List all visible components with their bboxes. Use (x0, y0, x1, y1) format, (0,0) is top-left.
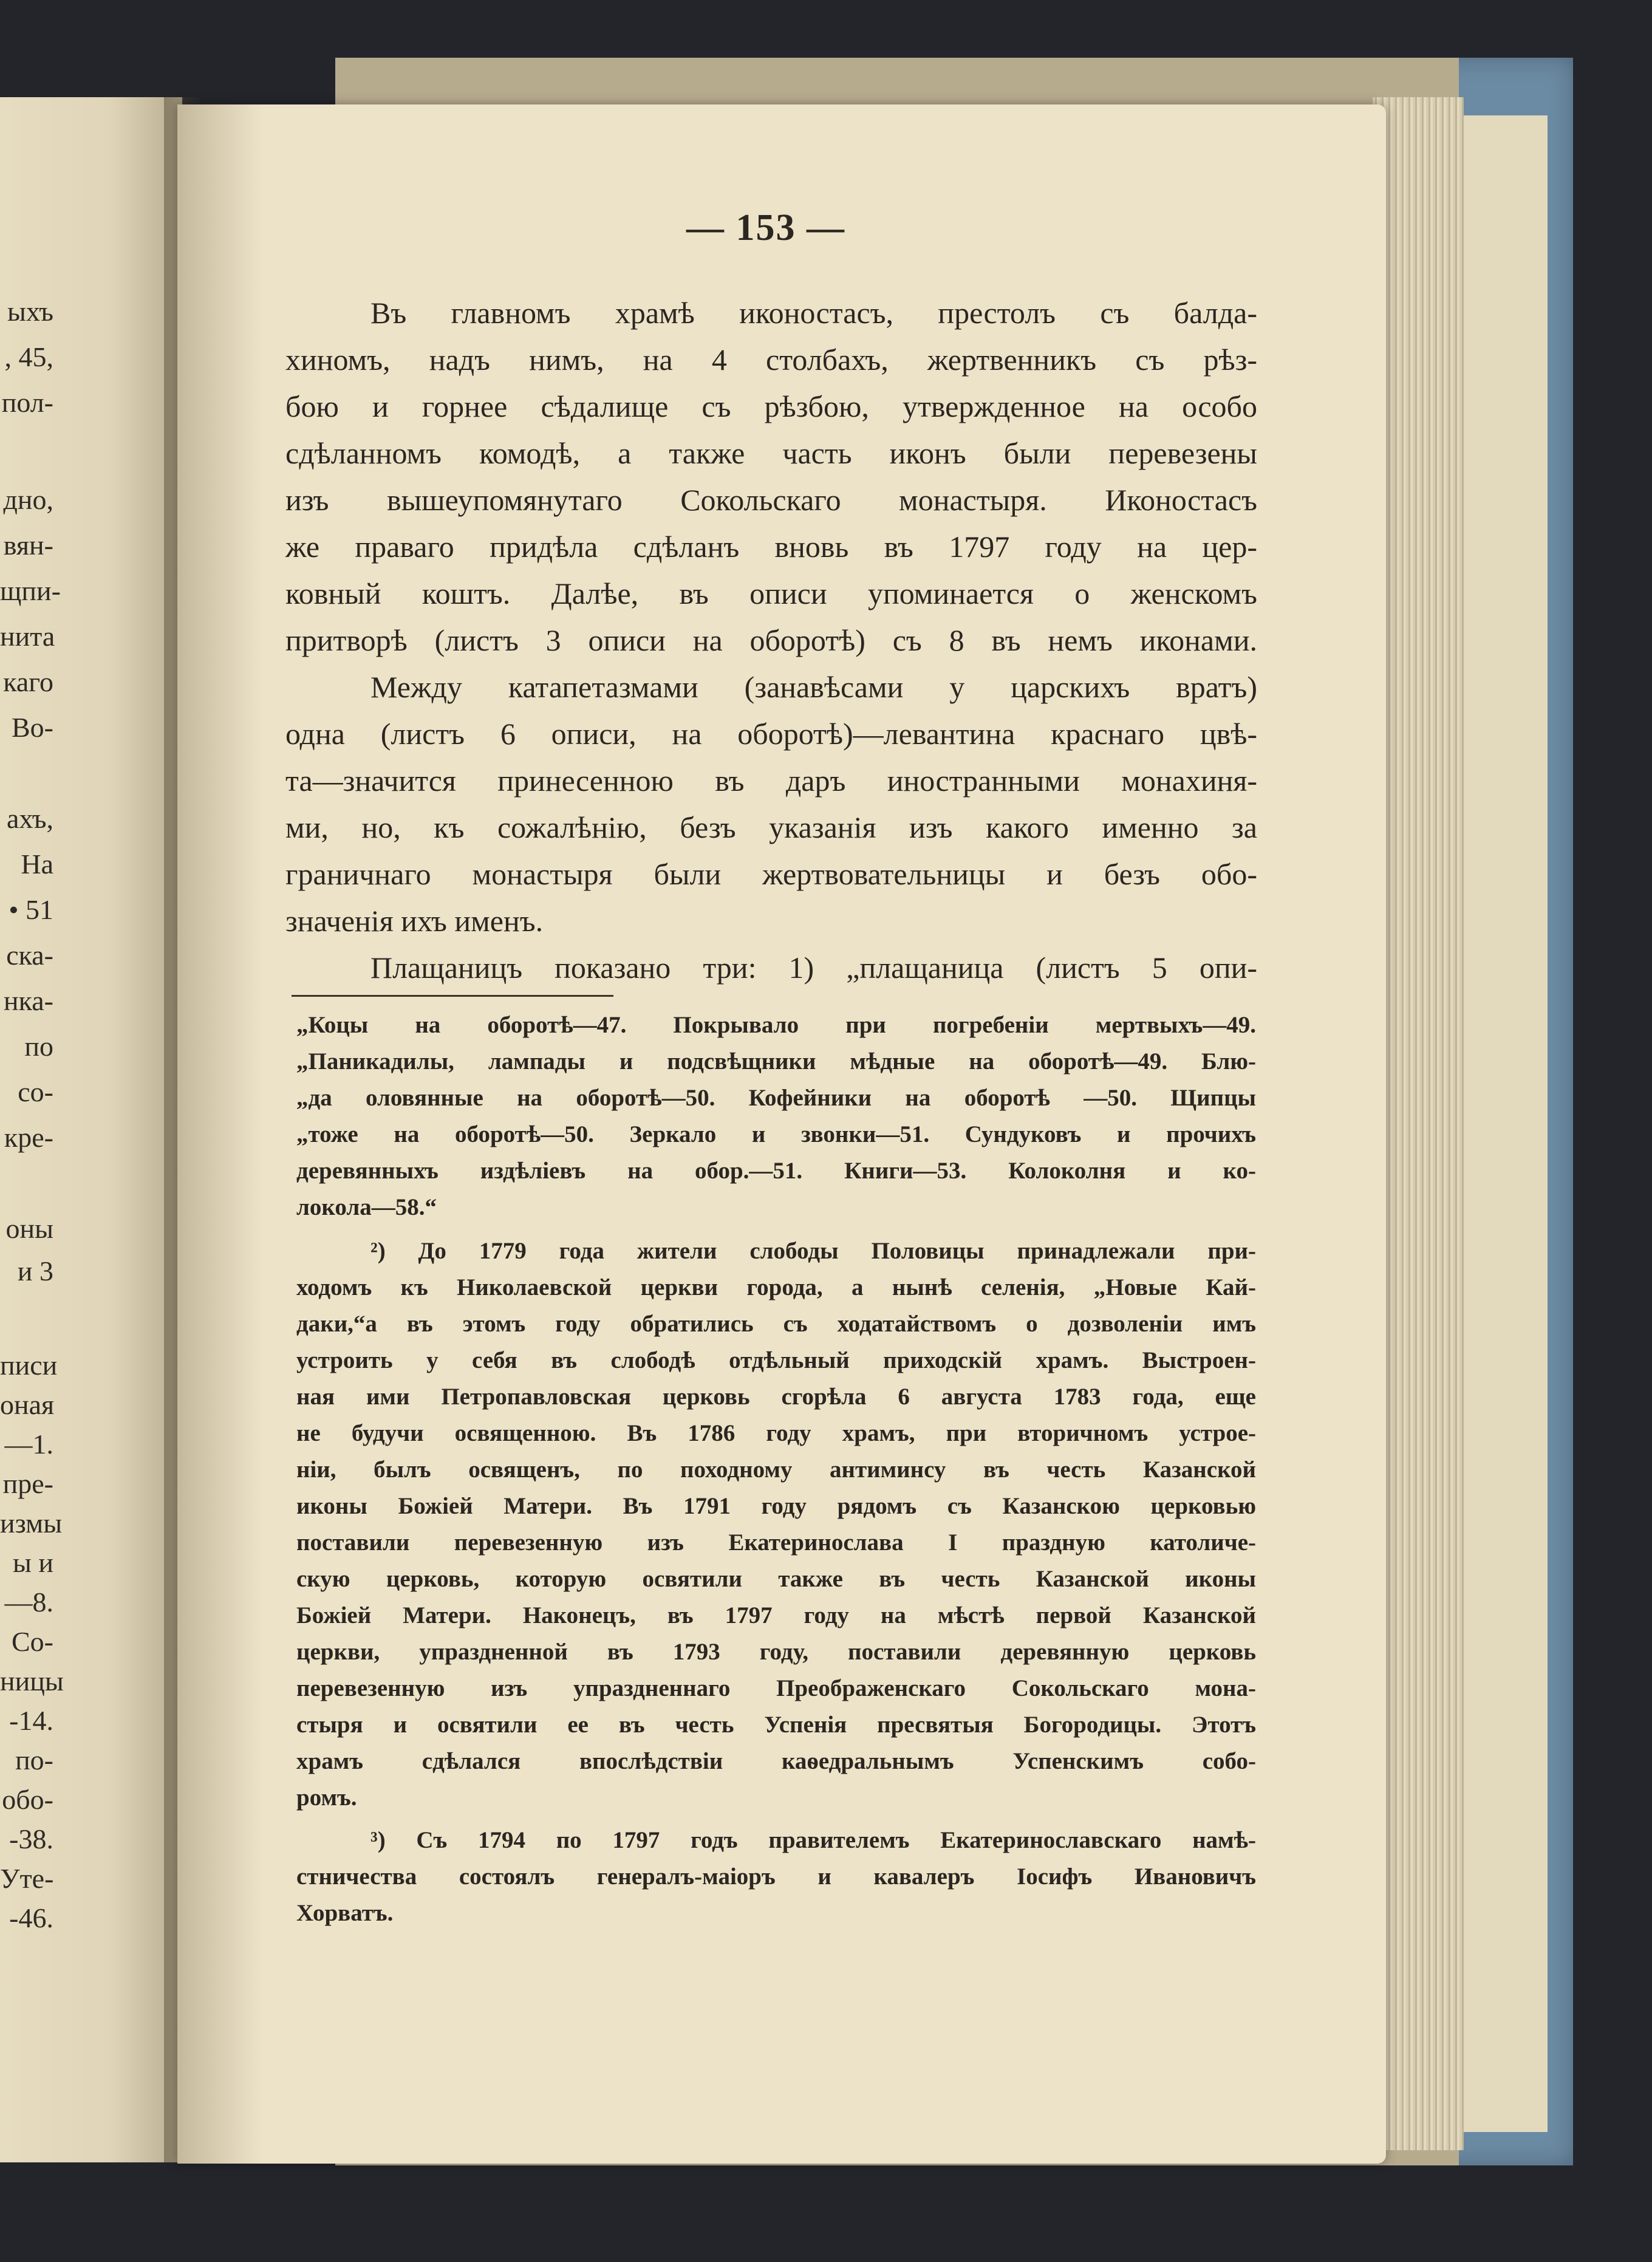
body-line: граничнаго монастыря были жертвовательницы и безъ обо- (285, 857, 1257, 891)
footnote-rule (292, 995, 613, 997)
body-line: Между катапетазмами (занавѣсами у царскихъ вратъ) (370, 670, 1257, 704)
body-line: значенія ихъ именъ. (285, 904, 544, 938)
left-page-fragment: ахъ, (7, 803, 53, 834)
left-page-fragment: оны (5, 1213, 53, 1244)
page-number: — 153 — (686, 207, 845, 248)
left-page-fragment: Со- (12, 1626, 53, 1657)
footnote-line: иконы Божіей Матери. Въ 1791 году рядомъ съ Казанскою церковью (296, 1493, 1256, 1519)
footnote-line: локола—58.“ (296, 1194, 437, 1220)
footnote-line: храмъ сдѣлался впослѣдствіи каѳедральнымъ Успенскимъ собо- (296, 1748, 1256, 1774)
body-line: Плащаницъ показано три: 1) „плащаница (листъ 5 опи- (370, 951, 1257, 985)
left-page-fragment: нка- (3, 985, 53, 1016)
body-line: одна (листъ 6 описи, на оборотѣ)—левантина краснаго цвѣ- (285, 717, 1257, 751)
footnote-line: „тоже на оборотѣ—50. Зеркало и звонки—51. Сундуковъ и прочихъ (296, 1121, 1256, 1147)
left-page-fragment: —8. (4, 1587, 53, 1618)
footnote-line: поставили перевезенную изъ Екатеринослава I праздную католиче- (296, 1529, 1256, 1556)
body-line: бою и горнее сѣдалище съ рѣзбою, утвержденное на особо (285, 389, 1257, 423)
footnote-line: Хорватъ. (296, 1900, 394, 1926)
body-line: Въ главномъ храмѣ иконостасъ, престолъ съ балда- (370, 296, 1257, 330)
footnote-line: даки,“а въ этомъ году обратились съ ходатайствомъ о дозволеніи имъ (296, 1311, 1256, 1337)
footnote-line: не будучи освященною. Въ 1786 году храмъ, при вторичномъ устрое- (296, 1420, 1256, 1446)
left-page-fragment: • 51 (9, 894, 53, 925)
footnote-line: стыря и освятили ее въ честь Успенія пресвятыя Богородицы. Этотъ (296, 1712, 1256, 1738)
left-page-fragment: ы и (12, 1547, 53, 1578)
body-line: притворѣ (листъ 3 описи на оборотѣ) съ 8 въ немъ иконами. (285, 623, 1257, 657)
left-page-fragment: -14. (9, 1705, 53, 1736)
footnote-line: ная ими Петропавловская церковь сгорѣла 6 августа 1783 года, еще (296, 1384, 1256, 1410)
footnote-line: ромъ. (296, 1785, 357, 1811)
page-edges (1373, 97, 1464, 2150)
footnote-line: церкви, упраздненной въ 1793 году, поставили деревянную церковь (296, 1639, 1256, 1665)
footnote-line: скую церковь, которую освятили также въ честь Казанской иконы (296, 1566, 1256, 1592)
body-line: изъ вышеупомянутаго Сокольскаго монастыря. Иконостасъ (285, 483, 1257, 517)
left-page-fragment: На (21, 849, 53, 880)
body-line: хиномъ, надъ нимъ, на 4 столбахъ, жертвенникъ съ рѣз- (285, 343, 1257, 377)
footnote-line: ³) Съ 1794 по 1797 годъ правителемъ Екатеринославскаго намѣ- (370, 1827, 1256, 1853)
footnote-line: „Паникадилы, лампады и подсвѣщники мѣдные на оборотѣ—49. Блю- (296, 1048, 1256, 1075)
left-page-fragment: пол- (1, 387, 53, 418)
left-page-fragment: дно, (3, 484, 53, 515)
left-page-fragment: -46. (9, 1902, 53, 1933)
book-endpaper (1458, 115, 1548, 2132)
footnote-line: перевезенную изъ упраздненнаго Преображенскаго Сокольскаго мона- (296, 1675, 1256, 1701)
left-page-fragment: , 45, (4, 341, 53, 372)
left-page-fragment: щпи- (0, 575, 61, 606)
left-page-fragment: —1. (4, 1429, 53, 1460)
footnote-line: стничества состоялъ генералъ-маіоръ и кавалеръ Іосифъ Ивановичъ (296, 1864, 1256, 1890)
left-page-fragment: по- (15, 1744, 53, 1775)
left-page (0, 97, 182, 2162)
left-page-fragment: каго (3, 666, 53, 697)
footnote-line: Божіей Матери. Наконецъ, въ 1797 году на мѣстѣ первой Казанской (296, 1602, 1256, 1628)
left-page-fragment: кре- (4, 1122, 53, 1153)
footnote-line: ніи, былъ освященъ, по походному антиминсу въ честь Казанской (296, 1457, 1256, 1483)
left-page-fragment: измы (0, 1508, 63, 1539)
left-page-fragment: ницы (0, 1666, 64, 1696)
left-page-fragment: со- (18, 1076, 53, 1107)
footnote-line: „да оловянные на оборотѣ—50. Кофейники на оборотѣ —50. Щипцы (296, 1085, 1256, 1111)
footnote-line: „Коцы на оборотѣ—47. Покрывало при погребеніи мертвыхъ—49. (296, 1012, 1256, 1038)
left-page-fragment: пре- (2, 1468, 53, 1499)
left-page-fragment: -38. (9, 1823, 53, 1854)
body-line: та—значится принесенною въ даръ иностранными монахиня- (285, 764, 1257, 798)
left-page-fragment: ыхъ (7, 296, 53, 327)
footnote-line: ходомъ къ Николаевской церкви города, а нынѣ селенія, „Новые Кай- (296, 1274, 1256, 1300)
left-page-fragment: и 3 (17, 1256, 53, 1286)
left-page-fragment: оная (0, 1389, 55, 1420)
left-page-fragment: вян- (3, 530, 53, 561)
body-line: ми, но, къ сожалѣнію, безъ указанія изъ какого именно за (285, 810, 1257, 844)
left-page-fragment: обо- (2, 1784, 53, 1815)
footnote-line: деревянныхъ издѣліевъ на обор.—51. Книги—53. Колоколня и ко- (296, 1158, 1256, 1184)
left-page-fragment: Во- (12, 712, 53, 743)
left-page-fragment: нита (0, 621, 55, 652)
footnote-line: ²) До 1779 года жители слободы Половицы принадлежали при- (370, 1238, 1256, 1264)
body-line: же праваго придѣла сдѣланъ вновь въ 1797 году на цер- (285, 530, 1257, 564)
body-line: сдѣланномъ комодѣ, а также часть иконъ были перевезены (285, 436, 1257, 470)
left-page-fragment: писи (0, 1350, 58, 1381)
left-page-fragment: по (24, 1031, 53, 1062)
footnote-line: устроить у себя въ слободѣ отдѣльный приходскій храмъ. Выстроен- (296, 1347, 1256, 1373)
left-page-fragment: ска- (6, 940, 53, 971)
left-page-fragment: Уте- (0, 1863, 54, 1894)
body-line: ковный коштъ. Далѣе, въ описи упоминается о женскомъ (285, 576, 1257, 610)
